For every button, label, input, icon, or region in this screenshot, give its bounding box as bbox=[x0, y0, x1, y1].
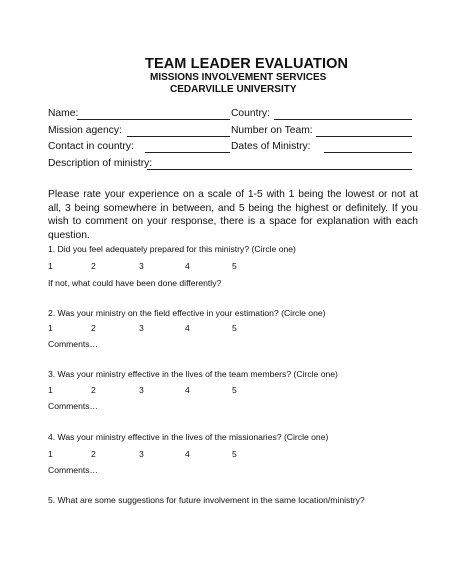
q3-option-5[interactable]: 5 bbox=[232, 385, 237, 395]
q3-option-1[interactable]: 1 bbox=[48, 385, 53, 395]
q3-option-3[interactable]: 3 bbox=[139, 385, 144, 395]
question-4: 4. Was your ministry effective in the lives of the missionaries? (Circle one) bbox=[48, 432, 329, 442]
number-on-team-label: Number on Team: bbox=[231, 125, 313, 136]
mission-agency-field-line[interactable] bbox=[127, 136, 230, 137]
q2-option-5[interactable]: 5 bbox=[232, 323, 237, 333]
question-3: 3. Was your ministry effective in the lives of the team members? (Circle one) bbox=[48, 369, 338, 379]
description-of-ministry-field-line[interactable] bbox=[147, 169, 412, 170]
q3-option-2[interactable]: 2 bbox=[91, 385, 96, 395]
form-title: TEAM LEADER EVALUATION bbox=[145, 56, 349, 72]
dates-of-ministry-field-line[interactable] bbox=[324, 152, 412, 153]
q2-option-1[interactable]: 1 bbox=[48, 323, 53, 333]
q2-option-2[interactable]: 2 bbox=[91, 323, 96, 333]
q1-option-2[interactable]: 2 bbox=[91, 261, 96, 271]
question-2: 2. Was your ministry on the field effective in your estimation? (Circle one) bbox=[48, 308, 326, 318]
q2-option-3[interactable]: 3 bbox=[139, 323, 144, 333]
contact-in-country-field-line[interactable] bbox=[145, 152, 230, 153]
form-subtitle-university: CEDARVILLE UNIVERSITY bbox=[170, 84, 297, 95]
q4-option-2[interactable]: 2 bbox=[91, 449, 96, 459]
country-label: Country: bbox=[231, 108, 270, 119]
q1-followup-prompt: If not, what could have been done differently? bbox=[48, 278, 222, 288]
q4-comments-label: Comments… bbox=[48, 465, 99, 475]
q2-option-4[interactable]: 4 bbox=[185, 323, 190, 333]
description-of-ministry-label: Description of ministry: bbox=[48, 158, 153, 169]
question-5: 5. What are some suggestions for future involvement in the same location/ministry? bbox=[48, 495, 365, 505]
q3-comments-label: Comments… bbox=[48, 401, 99, 411]
name-label: Name: bbox=[48, 108, 79, 119]
form-subtitle-services: MISSIONS INVOLVEMENT SERVICES bbox=[150, 72, 327, 83]
mission-agency-label: Mission agency: bbox=[48, 125, 122, 136]
q4-option-4[interactable]: 4 bbox=[185, 449, 190, 459]
q4-option-5[interactable]: 5 bbox=[232, 449, 237, 459]
name-field-line[interactable] bbox=[77, 119, 230, 120]
q4-option-1[interactable]: 1 bbox=[48, 449, 53, 459]
number-on-team-field-line[interactable] bbox=[316, 136, 412, 137]
rating-instructions: Please rate your experience on a scale of 1-5 with 1 being the lowest or not at all, 3 being somewhere in between, and 5 being the highest or definitely. If you wish to comment on your response, there is a space for explanation with each question. bbox=[48, 189, 418, 241]
contact-in-country-label: Contact in country: bbox=[48, 141, 134, 152]
question-1: 1. Did you feel adequately prepared for this ministry? (Circle one) bbox=[48, 244, 296, 254]
q2-comments-label: Comments… bbox=[48, 339, 99, 349]
q1-option-1[interactable]: 1 bbox=[48, 261, 53, 271]
q4-option-3[interactable]: 3 bbox=[139, 449, 144, 459]
q1-option-4[interactable]: 4 bbox=[185, 261, 190, 271]
dates-of-ministry-label: Dates of Ministry: bbox=[231, 141, 311, 152]
q3-option-4[interactable]: 4 bbox=[185, 385, 190, 395]
q1-option-3[interactable]: 3 bbox=[139, 261, 144, 271]
country-field-line[interactable] bbox=[274, 119, 412, 120]
q1-option-5[interactable]: 5 bbox=[232, 261, 237, 271]
